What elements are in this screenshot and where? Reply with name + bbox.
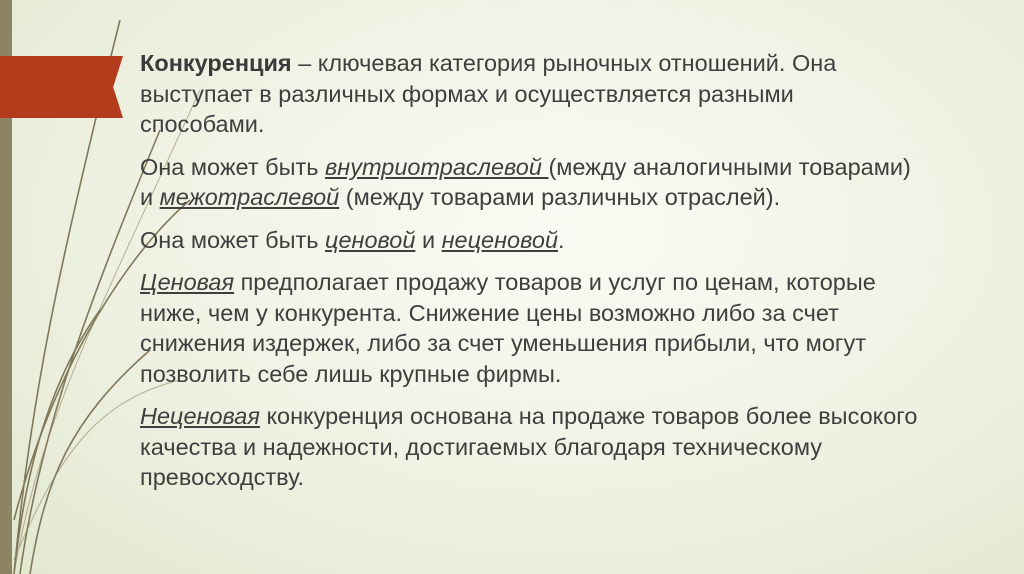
- title-flag-shape: [0, 56, 123, 118]
- text: (между товарами различных отраслей).: [339, 184, 781, 210]
- price-competition-text: предполагает продажу товаров и услуг по ценам, которые ниже, чем у конкурента. Снижение цены возможно либо за счет снижения издержек, либо за счет уменьшения прибыли, что могут позволить себе лишь крупные фирмы.: [140, 269, 876, 387]
- text: Она может быть: [140, 153, 326, 180]
- term-non-price: неценовой: [441, 226, 559, 253]
- definition-text: – ключевая категория рыночных отношений. Она выступает в различных формах и осуществляется разными способами.: [140, 50, 837, 137]
- paragraph-price-competition: [140, 267, 920, 389]
- term-intra-industry: внутриотраслевой: [325, 153, 549, 180]
- term-non-price-competition: Неценовая: [140, 403, 260, 429]
- text: Она может быть: [140, 226, 326, 253]
- paragraph-sector-types: [140, 152, 920, 213]
- text: .: [558, 226, 565, 253]
- term-inter-industry: межотраслевой: [159, 184, 340, 210]
- paragraph-definition: [140, 48, 920, 140]
- term-price: ценовой: [325, 226, 416, 253]
- text: и: [415, 226, 442, 253]
- term-competition: Конкуренция: [140, 50, 292, 76]
- slide-body: [140, 48, 920, 505]
- paragraph-price-types: [140, 225, 920, 256]
- non-price-competition-text: конкуренция основана на продаже товаров более высокого качества и надежности, достигаемых благодаря техническому превосходству.: [140, 403, 918, 490]
- text: (между аналогичными товарами) и: [140, 153, 911, 210]
- term-price-competition: Ценовая: [140, 269, 235, 295]
- paragraph-non-price-competition: [140, 401, 920, 493]
